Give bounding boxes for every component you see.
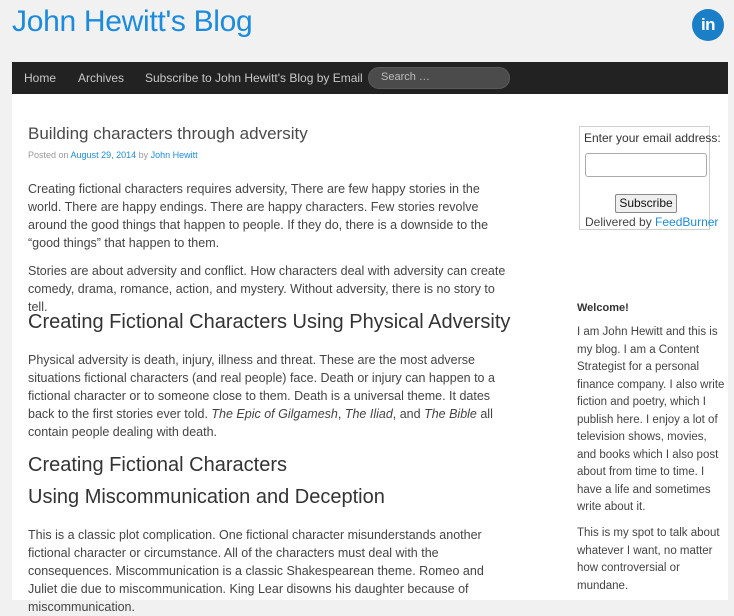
- post-paragraph-1: Creating fictional characters requires adversity, There are few happy stories in the world. There are happy endings. There are happy characters. Few stories revolve around the good things that happen to people. If they do, there is a downside to the “good things” that happen to them.: [28, 182, 489, 250]
- delivered-by: [585, 215, 718, 229]
- p3-title-gilgamesh: The Epic of Gilgamesh: [211, 407, 338, 421]
- p3-sep-2: , and: [392, 407, 425, 421]
- heading-physical-adversity: Creating Fictional Characters Using Physical Adversity: [28, 311, 511, 333]
- meta-by: by: [138, 150, 149, 160]
- heading-miscommunication-line-2: Using Miscommunication and Deception: [28, 486, 385, 508]
- nav-archives[interactable]: Archives: [78, 71, 125, 85]
- site-header: [0, 0, 734, 62]
- p3-title-iliad: The Iliad: [344, 407, 393, 421]
- email-label: Enter your email address:: [584, 131, 721, 145]
- welcome-paragraph-1: I am John Hewitt and this is my blog. I am a Content Strategist for a personal finance company. I also write fiction and poetry, which I publish here. I enjoy a lot of television shows, movies, and books which I also post about from time to time. I have a life and sometimes write about it.: [577, 326, 725, 513]
- site-title[interactable]: John Hewitt's Blog: [12, 5, 253, 38]
- post-meta: [28, 150, 198, 160]
- meta-posted-on: Posted on: [28, 150, 69, 160]
- heading-miscommunication-line-1: Creating Fictional Characters: [28, 454, 287, 476]
- welcome-title: Welcome!: [577, 302, 629, 314]
- linkedin-icon[interactable]: in: [692, 9, 724, 41]
- post-paragraph-4: This is a classic plot complication. One fictional character misunderstands another fictional character or circumstance. All of the characters must deal with the consequences. Miscommunication is a classic Shakespearean theme. Romeo and Juliet die due to miscommunication. King Lear disowns his daughter because of miscommunication.: [28, 528, 484, 614]
- post-paragraph-2: Stories are about adversity and conflict. How characters deal with adversity can create comedy, drama, romance, action, and mystery. Without adversity, there is no story to tell.: [28, 264, 506, 314]
- p3-sep-1: ,: [337, 407, 345, 421]
- subscribe-button[interactable]: Subscribe: [615, 194, 677, 213]
- email-field[interactable]: [585, 153, 707, 177]
- post-paragraph-3: [28, 351, 512, 441]
- post-date-link[interactable]: August 29, 2014: [70, 150, 137, 160]
- p3-title-bible: The Bible: [424, 407, 477, 421]
- content-area: [12, 94, 728, 614]
- search-input[interactable]: [368, 67, 510, 89]
- email-subscribe-widget: [579, 126, 721, 230]
- p3-text-end: all contain people dealing with death.: [28, 407, 493, 439]
- search-placeholder: Search …: [381, 71, 430, 83]
- p3-text-start: Physical adversity is death, injury, illness and threat. These are the most adverse situations fictional characters (and real people) face. Death or injury can happen to a fictional character or to someone close to them. Death is a universal theme. It dates back to the first stories ever told.: [28, 353, 495, 421]
- welcome-paragraph-2: This is my spot to talk about whatever I want, no matter how controversial or mundane.: [577, 527, 720, 592]
- nav-subscribe-by-email[interactable]: Subscribe to John Hewitt's Blog by Email: [145, 71, 363, 85]
- post-author-link[interactable]: John Hewitt: [150, 150, 198, 160]
- nav-home[interactable]: Home: [24, 71, 57, 85]
- delivered-by-text: Delivered by: [585, 215, 652, 229]
- post-title[interactable]: Building characters through adversity: [28, 124, 308, 143]
- feedburner-link[interactable]: FeedBurner: [655, 215, 719, 229]
- main-navigation: [12, 62, 728, 94]
